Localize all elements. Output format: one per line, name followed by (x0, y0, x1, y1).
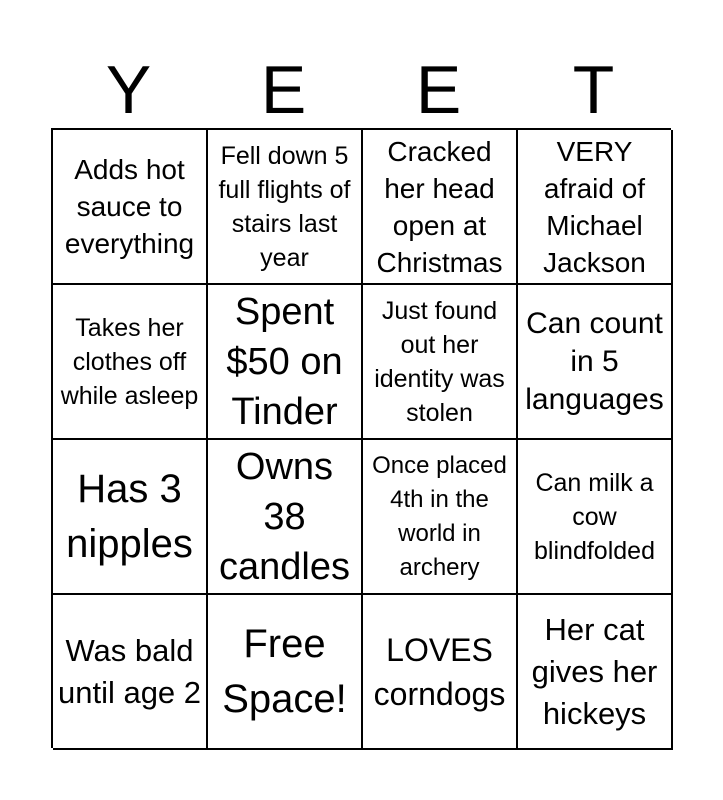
cell-text: Fell down 5 full flights of stairs last year (218, 141, 351, 272)
bingo-cell[interactable] (53, 595, 208, 750)
header-letter-1: Y (105, 52, 152, 128)
cell-text: Was bald until age 2 (57, 632, 202, 710)
cell-text: Cracked her head open at Christmas (376, 135, 503, 278)
bingo-header (51, 52, 671, 128)
cell-text: Owns 38 candles (219, 445, 350, 588)
bingo-cell[interactable] (53, 130, 208, 285)
bingo-cell[interactable] (363, 130, 518, 285)
bingo-cell[interactable] (518, 130, 673, 285)
cell-text: Spent $50 on Tinder (226, 290, 343, 433)
cell-text: Can count in 5 languages (525, 306, 664, 416)
header-letter-2: E (260, 52, 307, 128)
bingo-cell[interactable] (518, 595, 673, 750)
cell-text: Has 3 nipples (66, 466, 193, 566)
bingo-cell[interactable] (208, 440, 363, 595)
cell-text: LOVES corndogs (373, 631, 506, 712)
bingo-cell[interactable] (363, 595, 518, 750)
cell-text: VERY afraid of Michael Jackson (543, 135, 646, 278)
bingo-cell[interactable] (363, 440, 518, 595)
bingo-cell[interactable] (53, 440, 208, 595)
bingo-cell[interactable] (518, 285, 673, 440)
bingo-cell[interactable] (363, 285, 518, 440)
cell-text: Just found out her identity was stolen (374, 296, 505, 427)
header-letter-3: E (415, 52, 462, 128)
bingo-cell[interactable] (208, 285, 363, 440)
cell-text: Her cat gives her hickeys (531, 611, 658, 731)
cell-text: Can milk a cow blindfolded (534, 468, 655, 565)
cell-text: Takes her clothes off while asleep (60, 313, 199, 410)
cell-text: Adds hot sauce to everything (64, 154, 195, 259)
free-space-cell[interactable] (208, 595, 363, 750)
bingo-cell[interactable] (208, 130, 363, 285)
bingo-cell[interactable] (53, 285, 208, 440)
cell-text: Once placed 4th in the world in archery (372, 451, 507, 581)
bingo-cell[interactable] (518, 440, 673, 595)
header-letter-4: T (572, 52, 615, 128)
bingo-grid (51, 128, 671, 748)
cell-text: Free Space! (222, 621, 347, 721)
